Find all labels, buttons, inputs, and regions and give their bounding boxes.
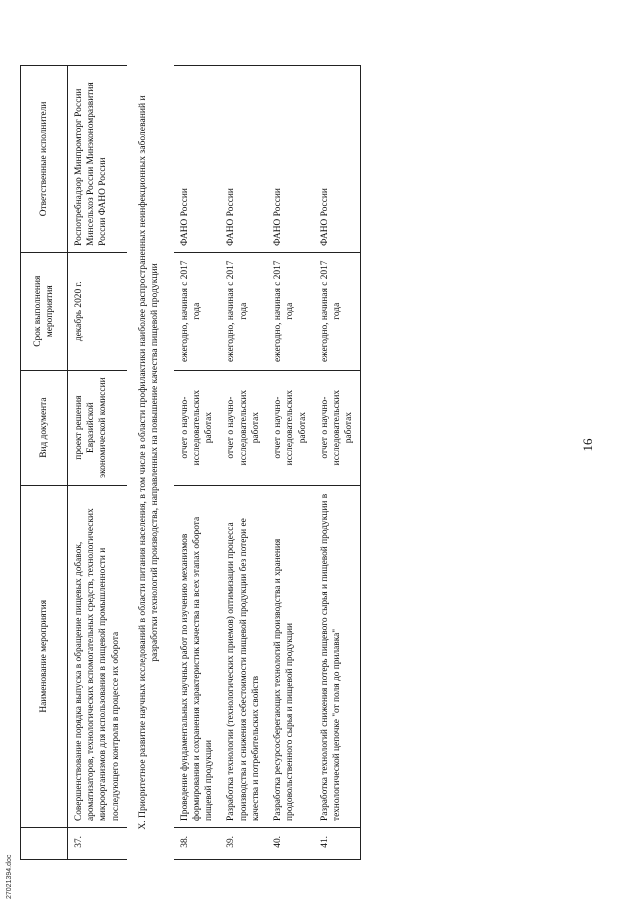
row-executors: ФАНО России [267,66,314,253]
row-number: 41. [314,828,361,860]
row-document-type: отчет о научно-исследовательских работах [220,370,267,485]
row-measure-name: Проведение фундаментальных научных работ по изучению механизмов формирования и сохранения характеристик качества на всех этапах оборота пищевой продукции [174,485,221,827]
footer-file-name: 27021394.doc [6,854,13,899]
section-title: X. Приоритетное развитие научных исследований в области питания населения, в том числе в области профилактики наиболее распространенных неинфекционных заболеваний и разработки технологий производства, направленных на повышение качества пищевой продукции [136,95,161,830]
table-row [314,66,361,860]
header-term: Срок выполнения мероприятия [21,252,68,370]
table-header-row [21,66,68,860]
row-measure-name: Разработка ресурсосберегающих технологий производства и хранения продовольственного сырья и пищевой продукции [267,485,314,827]
row-number: 39. [220,828,267,860]
row-executors: Роспотребнадзор Минпромторг России Минсельхоз России Минэкономразвития России ФАНО России [68,66,127,253]
row-measure-name: Разработка технологии (технологических приемов) оптимизации процесса производства и снижения себестоимости пищевой продукции без потери ее качества и потребительских свойств [220,485,267,827]
header-name: Наименование мероприятия [21,485,68,827]
page-number: 16 [580,438,595,452]
row-executors: ФАНО России [174,66,221,253]
row-document-type: отчет о научно-исследовательских работах [314,370,361,485]
row-document-type: отчет о научно-исследовательских работах [267,370,314,485]
row-measure-name: Совершенствование порядка выпуска в обращение пищевых добавок, ароматизаторов, технологических вспомогательных средств, технологических микроорганизмов для использования в пищевой промышленности и последующего контроля в процессе их оборота [68,485,127,827]
row-executors: ФАНО России [220,66,267,253]
table-row [220,66,267,860]
row-deadline: ежегодно, начиная с 2017 года [220,252,267,370]
header-exec: Ответственные исполнители [21,66,68,253]
row-deadline: ежегодно, начиная с 2017 года [267,252,314,370]
header-num [21,828,68,860]
row-measure-name: Разработка технологий снижения потерь пищевого сырья и пищевой продукции в технологической цепочке "от поля до прилавка" [314,485,361,827]
row-deadline: ежегодно, начиная с 2017 года [314,252,361,370]
table-row [267,66,314,860]
row-number: 40. [267,828,314,860]
header-doc: Вид документа [21,370,68,485]
row-document-type: проект решения Евразийской экономической комиссии [68,370,127,485]
row-number: 37. [68,828,127,860]
table-row [68,66,127,860]
row-number: 38. [174,828,221,860]
row-deadline: декабрь 2020 г. [68,252,127,370]
row-executors: ФАНО России [314,66,361,253]
row-deadline: ежегодно, начиная с 2017 года [174,252,221,370]
table-row [174,66,221,860]
measures-table [20,65,361,860]
section-heading-row [127,66,174,860]
row-document-type: отчет о научно-исследовательских работах [174,370,221,485]
